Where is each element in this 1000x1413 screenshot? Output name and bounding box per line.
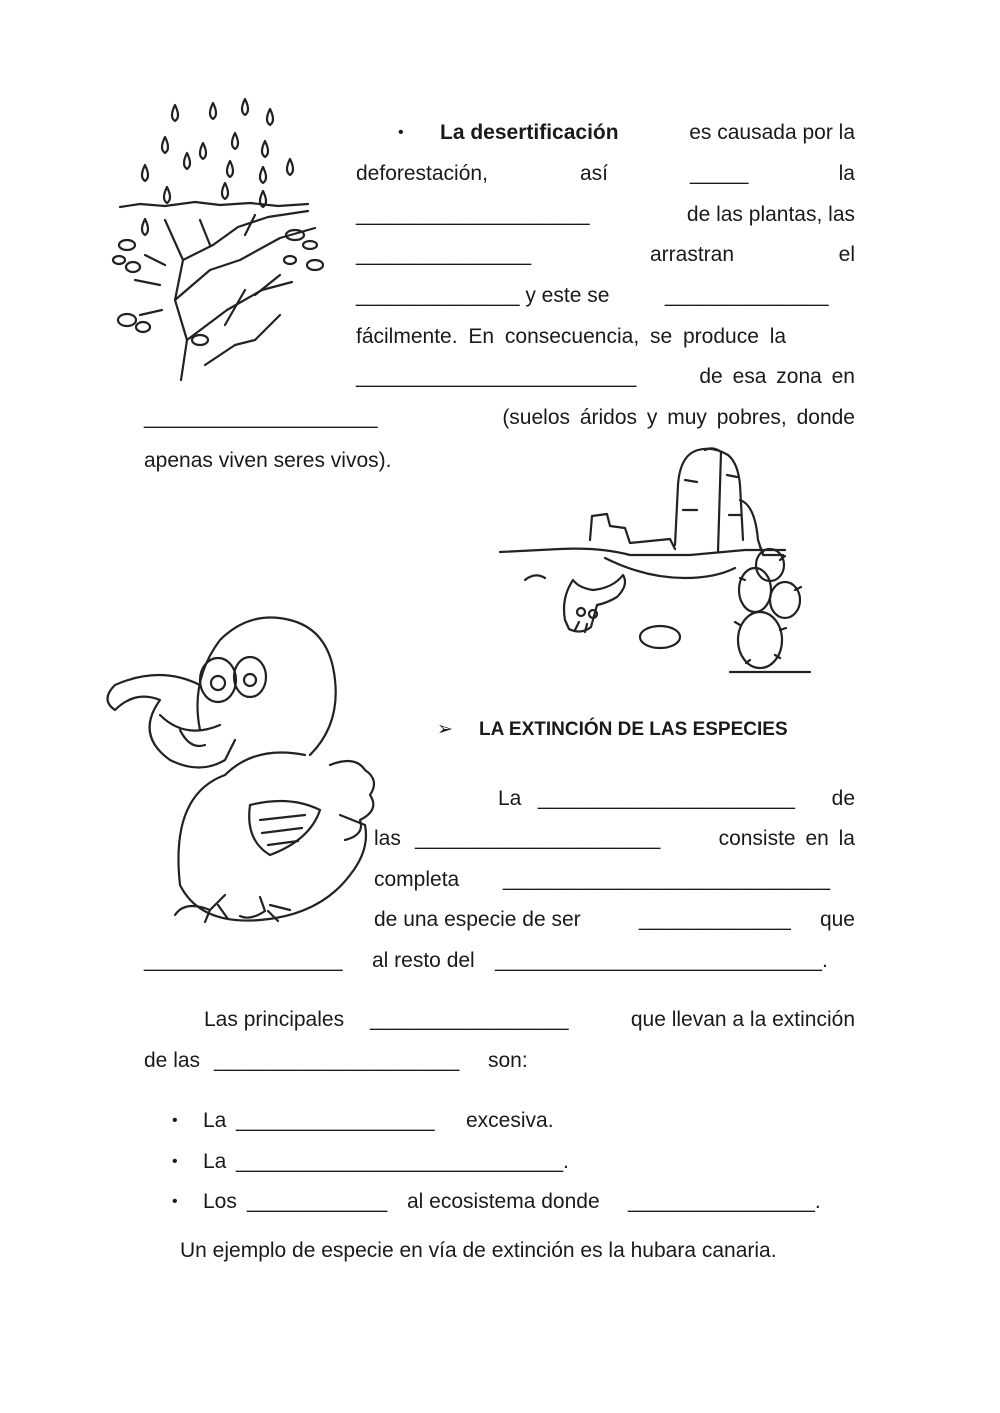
extinction-line-5: _________________ al resto del ____________________________. [144,949,828,972]
cause-item-3: • Los ____________ al ecosistema donde ________________. [172,1190,821,1213]
extinction-line-1: La ______________________ de [498,787,855,810]
extinction-line-2: las _____________________ consiste en la [374,827,855,850]
cactus [730,547,810,672]
cause-item-2: • La ____________________________. [172,1150,569,1173]
desert-title: La desertificación [440,121,619,144]
blank[interactable]: _____ [690,162,749,185]
bullet: • [172,1112,178,1129]
desert-line-8: ____________________ (suelos áridos y muy pobres, donde [144,406,855,429]
cause-item-1: • La _________________ excesiva. [172,1109,554,1132]
blank[interactable]: ____________________ [144,406,378,429]
extinction-line-3: completa ____________________________ [374,868,831,891]
blank[interactable]: ______________ [665,284,829,307]
desert-line-5: ______________ y este se ______________ [356,284,829,307]
blank[interactable]: _________________ [144,949,343,972]
blank[interactable]: ____________________________ [503,868,831,891]
blank[interactable]: _____________________ [415,827,661,850]
rock [640,626,680,648]
blank[interactable]: ______________________ [538,787,795,810]
blank[interactable]: _____________ [639,908,791,931]
blank[interactable]: ____________ [247,1190,388,1213]
arrow-bullet: ➢ [437,719,453,740]
blank[interactable]: ____________________________. [236,1150,569,1173]
desert-line-2: deforestación, así _____ la [356,162,855,185]
blank[interactable]: ____________________________. [495,949,828,972]
bullet: • [398,124,404,141]
blank[interactable]: _________________ [236,1109,435,1132]
bullet: • [172,1193,178,1210]
example-sentence: Un ejemplo de especie en vía de extinción es la hubara canaria. [180,1239,777,1262]
blank[interactable]: ____________________ [356,203,590,226]
desert-line-4: _______________ arrastran el [356,243,855,266]
desert-line-6: fácilmente. En consecuencia, se produce la [356,325,787,348]
blank[interactable]: _________________ [370,1008,569,1031]
causes-line-2: de las _____________________ son: [144,1049,528,1072]
desert-line-9: apenas viven seres vivos). [144,449,392,472]
extinction-title: LA EXTINCIÓN DE LAS ESPECIES [479,719,788,740]
mesa-rocks [500,448,785,580]
blank[interactable]: _______________ [356,243,532,266]
blank[interactable]: ________________. [628,1190,821,1213]
blank[interactable]: _____________________ [214,1049,460,1072]
skull [564,575,625,632]
desert-line-3: ____________________ de las plantas, las [356,203,855,226]
extinction-line-4: de una especie de ser _____________ que [374,908,855,931]
causes-line-1: Las principales _________________ que llevan a la extinción [204,1008,855,1031]
desert-line-1: • La desertificación es causada por la [398,121,855,144]
desert-illustration [495,440,825,675]
blank[interactable]: ________________________ [356,365,637,388]
desert-line-7: ________________________ de esa zona en [356,365,855,388]
bullet: • [172,1153,178,1170]
